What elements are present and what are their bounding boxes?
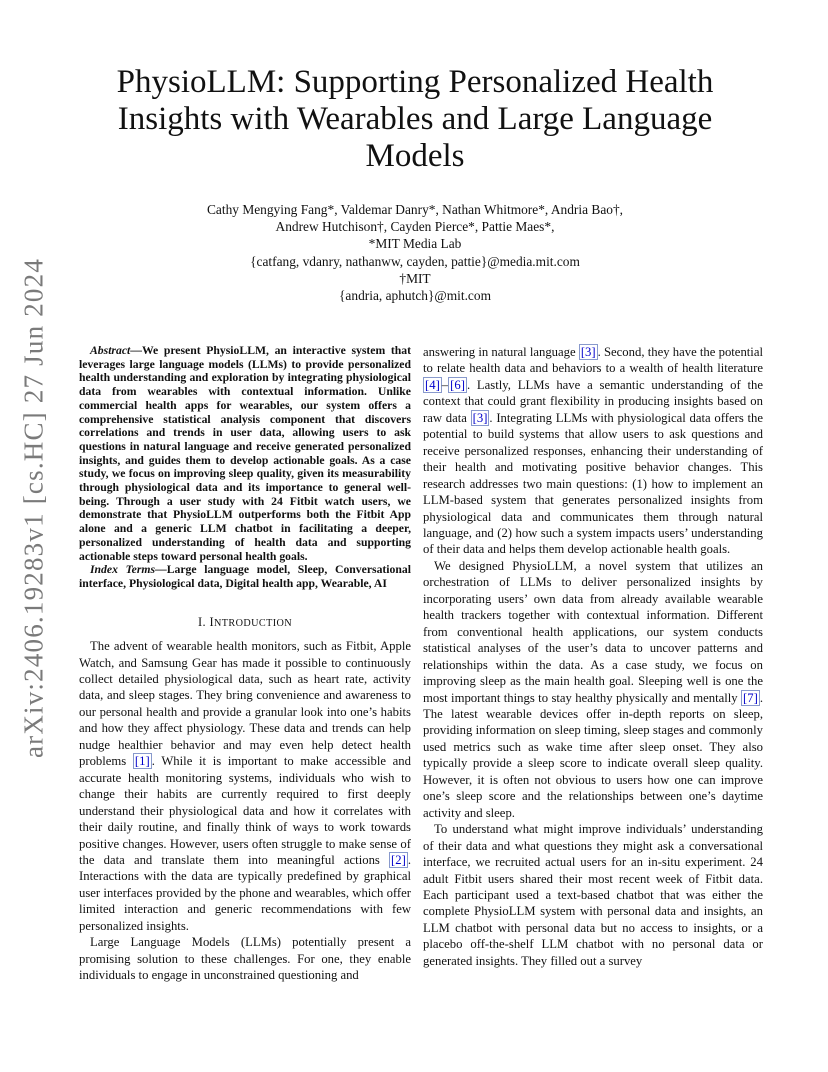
index-terms bbox=[79, 563, 411, 590]
text-run: answering in natural language bbox=[423, 345, 579, 359]
text-run: . The latest wearable devices offer in-depth reports on sleep, providing information on sleep timing, sleep stages and commonly used metrics such as wake time after sleep onset. They also typically provide a sleep score to indicate overall sleep quality. However, it is often not obvious to users how one can improve one’s sleep score and the relationships between one’s daytime activity and sleep. bbox=[423, 690, 763, 820]
left-column bbox=[79, 344, 411, 984]
paper-title: PhysioLLM: Supporting Personalized Health Insights with Wearables and Large Language Models bbox=[116, 64, 714, 174]
arxiv-identifier bbox=[14, 257, 54, 759]
author-block bbox=[90, 201, 740, 304]
arxiv-id-text: arXiv:2406.19283v1 [cs.HC] 27 Jun 2024 bbox=[18, 257, 49, 759]
email-line-1: {catfang, vdanry, nathanww, cayden, pattie}@media.mit.com bbox=[250, 253, 580, 269]
text-run: The advent of wearable health monitors, such as Fitbit, Apple Watch, and Samsung Gear has made it possible to continuously collect detailed physiological data, such as heart rate, activity data, and sleep stages. They bring convenience and awareness to our personal health and provide a granular look into one’s habits and how they affect physiology. These data and trends can help nudge healthier behavior and may even help detect health problems bbox=[79, 639, 411, 769]
section-heading-introduction bbox=[79, 614, 411, 632]
intro-paragraph-2-cont bbox=[423, 344, 763, 558]
affiliation-1: *MIT Media Lab bbox=[368, 236, 462, 252]
intro-paragraph-1 bbox=[79, 638, 411, 934]
intro-paragraph-4: To understand what might improve individuals’ understanding of their data and what questions they might ask a conversational interface, we recruited actual users for an in-situ experiment. 24 adult Fitbit users shared their most recent week of Fitbit data. Each participant used a text-based chatbot that was either the complete PhysioLLM system with personal data and insights, an LLM chatbot with personal data but no access to insights, or a placebo off-the-shelf LLM chatbot with no personal data or generated insights. They filled out a survey bbox=[423, 822, 763, 968]
intro-paragraph-3 bbox=[423, 558, 763, 821]
affiliation-2: †MIT bbox=[399, 270, 431, 286]
citation-link[interactable]: [3] bbox=[472, 410, 488, 425]
text-run: – bbox=[441, 377, 449, 392]
author-line-1: Cathy Mengying Fang*, Valdemar Danry*, Nathan Whitmore*, Andria Bao†, bbox=[206, 202, 624, 217]
text-run: . While it is important to make accessible and accurate health monitoring systems, individuals who wish to change their habits are currently required to first deeply understand their physiological data and how it correlates with their daily routine, and finally think of ways to work towards positive changes. However, users often struggle to make sense of the data and translate them into meaningful actions bbox=[79, 754, 411, 867]
text-run: . Interactions with the data are typically predefined by graphical user interfaces provided by the phone and wearables, which offer limited interaction and generic recommendations with few personalized insights. bbox=[79, 853, 411, 933]
text-run: . Integrating LLMs with physiological data offers the potential to build systems that allow users to ask questions and receive personalized responses, enhancing their understanding of their health and motivating positive behavior changes. This research addresses two main questions: (1) how to implement an LLM-based system that generates personalized insights from physiological data and communicates them through natural language, and (2) how such a system impacts users’ understanding of their data and helps them develop actionable health goals. bbox=[423, 410, 763, 557]
section-rest: NTRODUCTION bbox=[214, 617, 293, 629]
abstract bbox=[79, 344, 411, 563]
index-terms-label: Index Terms bbox=[90, 563, 156, 577]
section-numeral: I. bbox=[197, 614, 210, 629]
citation-link[interactable]: [4] bbox=[425, 377, 440, 392]
text-run: . Second, they have the potential to relate health data and behaviors to a wealth of health literature bbox=[423, 345, 763, 376]
email-line-2: {andria, aphutch}@mit.com bbox=[339, 288, 491, 304]
text-run: We designed PhysioLLM, a novel system that utilizes an orchestration of LLMs to deliver personalized insights by incorporating users’ own data from already available wearable health trackers together with contextual information. Different from conventional health applications, our system conducts statistical analyses of the user’s data to uncover patterns and relationships within the data. As a case study, we focus on improving sleep as the main health goal. Sleeping well is one the most important things to stay healthy physically and mentally bbox=[423, 558, 763, 705]
abstract-text: —We present PhysioLLM, an interactive system that leverages large language models (LLMs) to provide personalized health understanding and exploration by integrating physiological data from wearables with contextual information. Unlike commercial health apps for wearables, our system offers a comprehensive statistical analysis component that discovers correlations and trends in user data, allowing users to ask questions in natural language and receive generated personalized insights, and guides them to develop actionable goals. As a case study, we focus on improving sleep quality, given its measurability through physiological data and its importance to general well-being. Through a user study with 24 Fitbit watch users, we demonstrate that PhysioLLM outperforms both the Fitbit App alone and a generic LLM chatbot in facilitating a deeper, personalized understanding of health data and supporting actionable steps toward personal health goals. bbox=[79, 344, 411, 563]
author-line-2: Andrew Hutchison†, Cayden Pierce*, Pattie Maes*, bbox=[275, 219, 555, 235]
citation-link[interactable]: [3] bbox=[580, 345, 596, 359]
citation-link[interactable]: [1] bbox=[134, 754, 150, 769]
citation-link[interactable]: [7] bbox=[743, 690, 758, 705]
citation-link[interactable]: [2] bbox=[391, 853, 406, 867]
text-run: . Lastly, LLMs have a semantic understanding of the context that could grant flexibility in producing insights based on raw data bbox=[423, 377, 763, 425]
abstract-label: Abstract bbox=[90, 344, 131, 357]
section-initial: I bbox=[209, 614, 215, 629]
right-column bbox=[423, 344, 763, 969]
index-terms-text: —Large language model, Sleep, Conversational interface, Physiological data, Digital health app, Wearable, AI bbox=[79, 563, 411, 590]
intro-paragraph-2: Large Language Models (LLMs) potentially present a promising solution to these challenges. For one, they enable individuals to engage in unconstrained questioning and bbox=[79, 935, 411, 983]
citation-link[interactable]: [6] bbox=[450, 377, 465, 392]
